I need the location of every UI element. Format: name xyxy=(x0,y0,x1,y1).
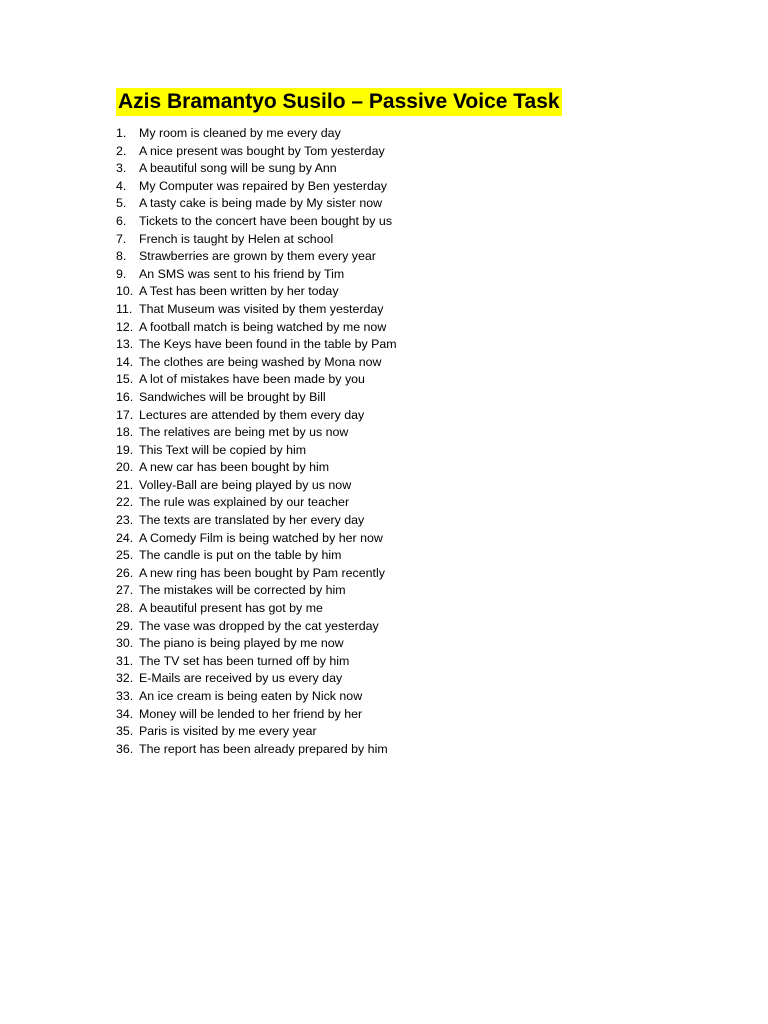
list-item-text: Paris is visited by me every year xyxy=(139,724,317,739)
list-item-number: 10. xyxy=(116,284,134,299)
list-item-text: French is taught by Helen at school xyxy=(139,231,334,246)
list-item-text: The clothes are being washed by Mona now xyxy=(139,354,382,369)
list-item-number: 15. xyxy=(116,372,134,387)
list-item-text: Strawberries are grown by them every year xyxy=(139,249,376,264)
list-item-text: An ice cream is being eaten by Nick now xyxy=(139,689,363,703)
list-item-text: Money will be lended to her friend by her xyxy=(139,706,363,721)
list-item-number: 5. xyxy=(116,196,127,211)
list-item-text: E-Mails are received by us every day xyxy=(139,671,343,686)
list-item-number: 16. xyxy=(116,389,134,404)
list-item-number: 22. xyxy=(116,495,134,510)
list-item-number: 12. xyxy=(116,319,134,334)
list-item-text: A Test has been written by her today xyxy=(139,284,339,299)
list-item-text: The mistakes will be corrected by him xyxy=(139,583,346,598)
list-item-text: My Computer was repaired by Ben yesterday xyxy=(139,178,387,193)
list-item-text: A lot of mistakes have been made by you xyxy=(139,372,365,387)
list-item-text: The Keys have been found in the table by Pam xyxy=(139,337,397,352)
list-item-number: 6. xyxy=(116,213,127,228)
list-item-number: 32. xyxy=(116,671,134,686)
list-item-text: The TV set has been turned off by him xyxy=(139,653,350,668)
list-item-number: 27. xyxy=(116,583,134,598)
list-item-number: 30. xyxy=(116,636,134,651)
list-item-text: This Text will be copied by him xyxy=(139,442,307,457)
list-item-number: 35. xyxy=(116,724,134,739)
list-item-text: The piano is being played by me now xyxy=(139,636,344,651)
list-item-number: 36. xyxy=(116,741,134,756)
list-item-text: My room is cleaned by me every day xyxy=(139,126,341,140)
list-item-text: A beautiful song will be sung by Ann xyxy=(139,161,337,176)
list-item-number: 24. xyxy=(116,530,134,545)
list-item-number: 9. xyxy=(116,266,127,281)
list-item-text: A new car has been bought by him xyxy=(139,460,330,475)
list-item-number: 23. xyxy=(116,513,134,528)
list-item-text: That Museum was visited by them yesterday xyxy=(139,301,384,316)
list-item-number: 26. xyxy=(116,565,134,580)
list-item-number: 2. xyxy=(116,143,127,158)
list-item-number: 34. xyxy=(116,706,134,721)
list-item-number: 11. xyxy=(116,301,133,316)
list-item-number: 8. xyxy=(116,249,127,264)
list-item-number: 4. xyxy=(116,178,127,193)
list-item-number: 20. xyxy=(116,460,134,475)
list-item-text: A Comedy Film is being watched by her now xyxy=(139,530,383,545)
list-item-text: The candle is put on the table by him xyxy=(139,548,342,563)
list-item-text: A nice present was bought by Tom yesterday xyxy=(139,143,385,158)
list-item-number: 25. xyxy=(116,548,134,563)
list-item-text: The report has been already prepared by him xyxy=(139,741,388,756)
list-item-text: The texts are translated by her every day xyxy=(139,513,365,528)
list-item-text: Tickets to the concert have been bought by us xyxy=(139,213,393,228)
list-item-number: 33. xyxy=(116,689,134,703)
list-item-number: 17. xyxy=(116,407,134,422)
list-item-number: 18. xyxy=(116,425,134,440)
list-item-text: The rule was explained by our teacher xyxy=(139,495,350,510)
list-item-text: The relatives are being met by us now xyxy=(139,425,349,440)
list-item-number: 29. xyxy=(116,618,134,633)
list-item-number: 3. xyxy=(116,161,127,176)
list-item-number: 28. xyxy=(116,601,134,616)
list-item-number: 14. xyxy=(116,354,134,369)
list-item-number: 21. xyxy=(116,477,134,492)
list-item-text: A tasty cake is being made by My sister now xyxy=(139,196,383,211)
list-item-text: Volley-Ball are being played by us now xyxy=(139,477,352,492)
list-item-number: 13. xyxy=(116,337,134,352)
list-item-number: 1. xyxy=(116,126,127,140)
list-item-text: A new ring has been bought by Pam recently xyxy=(139,565,385,580)
list-item-text: The vase was dropped by the cat yesterday xyxy=(139,618,379,633)
list-item-text: Lectures are attended by them every day xyxy=(139,407,365,422)
list-item-text: An SMS was sent to his friend by Tim xyxy=(139,266,345,281)
document-title: Azis Bramantyo Susilo – Passive Voice Task xyxy=(116,88,562,116)
list-item-number: 31. xyxy=(116,653,134,668)
list-item-number: 19. xyxy=(116,442,134,457)
list-item-text: A beautiful present has got by me xyxy=(139,601,323,616)
list-item-text: Sandwiches will be brought by Bill xyxy=(139,389,326,404)
list-item-text: A football match is being watched by me now xyxy=(139,319,387,334)
list-item-number: 7. xyxy=(116,231,127,246)
